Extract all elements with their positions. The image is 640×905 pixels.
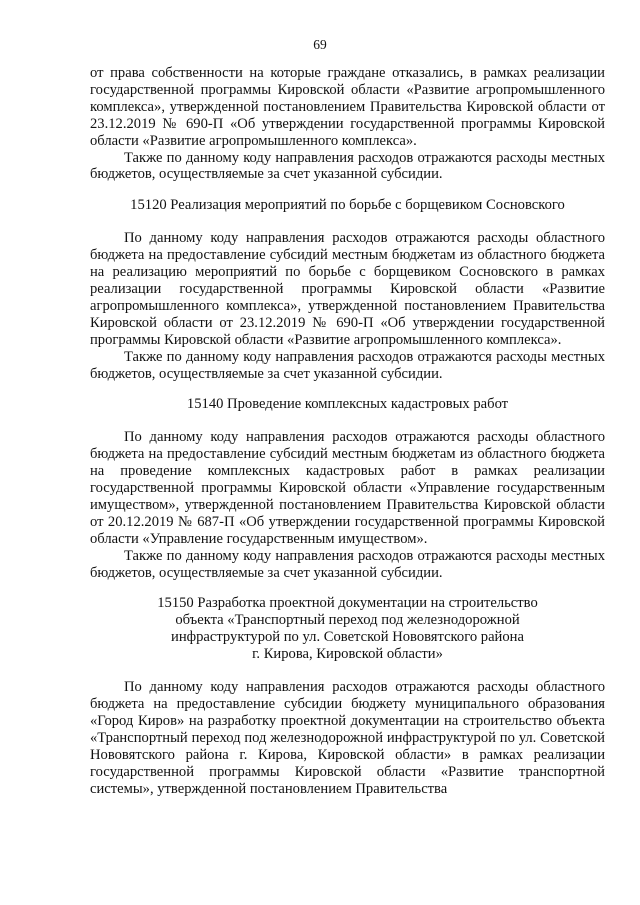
heading-line: инфраструктурой по ул. Советской Нововятского района bbox=[171, 629, 524, 646]
document-body bbox=[90, 65, 605, 797]
paragraph: По данному коду направления расходов отражаются расходы областного бюджета на предоставление субсидий местным бюджетам из областного бюджета на реализацию мероприятий по борьбе с борщевиком Сосновского в рамках реализации государственной программы Кировской области «Развитие агропромышленного комплекса», утвержденной постановлением Правительства Кировской области от 23.12.2019 № 690-П «Об утверждении государственной программы Кировской области «Развитие агропромышленного комплекса». bbox=[90, 230, 605, 348]
paragraph: По данному коду направления расходов отражаются расходы областного бюджета на предоставление субсидий местным бюджетам из областного бюджета на проведение комплексных кадастровых работ в рамках реализации государственной программы Кировской области «Управление государственным имуществом», утвержденной постановлением Правительства Кировской области от 20.12.2019 № 687-П «Об утверждении государственной программы Кировской области «Управление государственным имуществом». bbox=[90, 429, 605, 547]
paragraph: Также по данному коду направления расходов отражаются расходы местных бюджетов, осуществляемые за счет указанной субсидии. bbox=[90, 149, 605, 183]
section-heading: 15120 Реализация мероприятий по борьбе с борщевиком Сосновского bbox=[130, 197, 565, 214]
page-number: 69 bbox=[313, 37, 327, 52]
section-heading: 15140 Проведение комплексных кадастровых работ bbox=[186, 396, 509, 413]
heading-line: 15150 Разработка проектной документации на строительство bbox=[157, 595, 538, 612]
heading-line: объекта «Транспортный переход под железнодорожной bbox=[175, 612, 520, 629]
paragraph: Также по данному коду направления расходов отражаются расходы местных бюджетов, осуществляемые за счет указанной субсидии. bbox=[90, 348, 605, 382]
paragraph: Также по данному коду направления расходов отражаются расходы местных бюджетов, осуществляемые за счет указанной субсидии. bbox=[90, 547, 605, 581]
section-heading bbox=[90, 595, 605, 663]
paragraph: По данному коду направления расходов отражаются расходы областного бюджета на предоставление субсидии бюджету муниципального образования «Город Киров» на разработку проектной документации на строительство объекта «Транспортный переход под железнодорожной инфраструктурой по ул. Советской Нововятского района г. Кирова, Кировской области» в рамках реализации государственной программы Кировской области «Развитие транспортной системы», утвержденной постановлением Правительства bbox=[90, 679, 605, 797]
paragraph: от права собственности на которые граждане отказались, в рамках реализации государственной программы Кировской области «Развитие агропромышленного комплекса», утвержденной постановлением Правительства Кировской области от 23.12.2019 № 690-П «Об утверждении государственной программы Кировской области «Развитие агропромышленного комплекса». bbox=[90, 65, 605, 149]
heading-line: г. Кирова, Кировской области» bbox=[252, 646, 443, 663]
